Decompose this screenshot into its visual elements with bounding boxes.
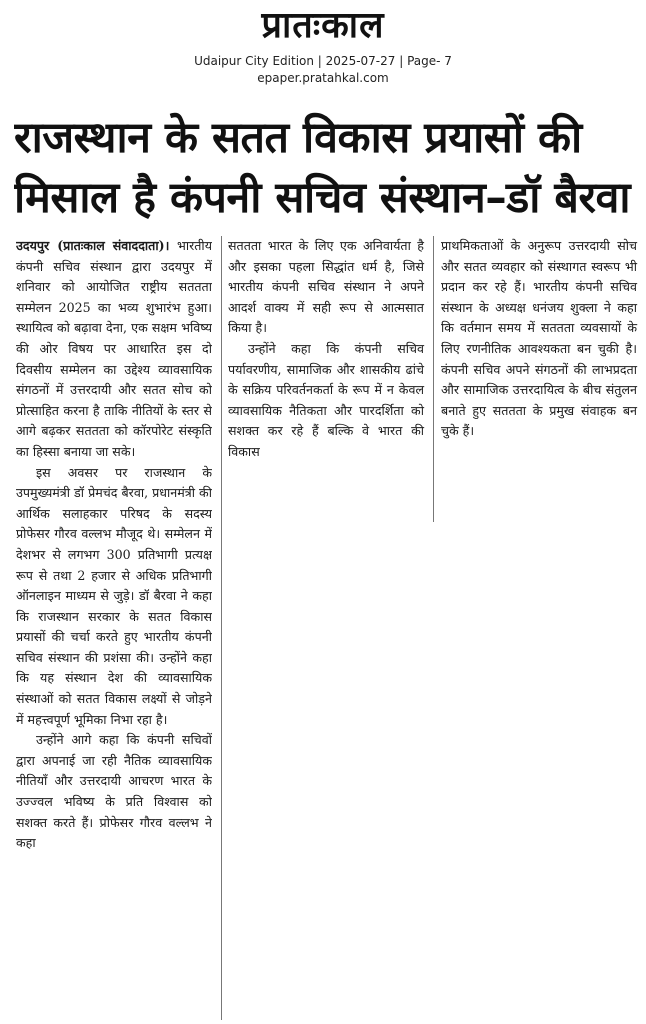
website-url: epaper.pratahkal.com (257, 71, 389, 85)
masthead (0, 0, 646, 96)
paragraph: इस अवसर पर राजस्थान के उपमुख्यमंत्री डॉ प्रेमचंद बैरवा, प्रधानमंत्री की आर्थिक सलाहकार परिषद के सदस्य प्रोफेसर गौरव वल्लभ मौजूद थे। सम्मेलन में देशभर से लगभग 300 प्रतिभागी प्रत्यक्ष रूप से तथा 2 हजार से अधिक प्रतिभागी ऑनलाइन माध्यम से जुड़े। डॉ बैरवा ने कहा कि राजस्थान सरकार के सतत विकास प्रयासों की चर्चा करते हुए भारतीय कंपनी सचिव संस्थान की प्रशंसा की। उन्होंने कहा कि यह संस्थान देश की व्यावसायिक संस्थाओं को सतत विकास लक्ष्यों से जोड़ने में महत्त्वपूर्ण भूमिका निभा रहा है। (16, 464, 212, 727)
edition-info: Udaipur City Edition | 2025-07-27 | Page- 7 (194, 54, 452, 68)
headline-line-2: मिसाल है कंपनी सचिव संस्थान–डॉ बैरवा (14, 173, 631, 223)
paragraph: सततता भारत के लिए एक अनिवार्यता है और इसका पहला सिद्धांत धर्म है, जिसे भारतीय कंपनी सचिव संस्थान ने अपने आदर्श वाक्य में सही रूप से आत्मसात किया है। (228, 238, 424, 336)
column-divider (433, 236, 434, 522)
article-column-2 (228, 236, 424, 463)
paragraph: प्राथमिकताओं के अनुरूप उत्तरदायी सोच और सतत व्यवहार को संस्थागत स्वरूप भी प्रदान कर रहे हैं। भारतीय कंपनी सचिव संस्थान के अध्यक्ष धनंजय शुक्ला ने कहा कि वर्तमान समय में सततता व्यवसायों के लिए रणनीतिक आवश्यकता बन चुकी है। कंपनी सचिव अपने संगठनों की लाभप्रदता और सामाजिक उत्तरदायित्व के बीच संतुलन बनाते हुए सततता के प्रमुख संवाहक बन चुके हैं। (441, 238, 637, 439)
paragraph-text: भारतीय कंपनी सचिव संस्थान द्वारा उदयपुर में शनिवार को आयोजित राष्ट्रीय सततता सम्मेलन 2025 का भव्य शुभारंभ हुआ। स्थायित्व को बढ़ावा देना, एक सक्षम भविष्य की ओर विषय पर आधारित इस दो दिवसीय सम्मेलन का उद्देश्य व्यावसायिक संगठनों में उत्तरदायी और सतत सोच को प्रोत्साहित करना है ताकि नीतियों के स्तर से आगे बढ़कर सततता को कॉरपोरेट संस्कृति का हिस्सा बनाया जा सके। (16, 238, 212, 459)
paragraph (16, 236, 212, 463)
dateline: उदयपुर (प्रातःकाल संवाददाता)। (16, 238, 170, 253)
column-divider (221, 236, 222, 1020)
article-headline (14, 108, 638, 228)
article-column-3 (441, 236, 637, 442)
paragraph: उन्होंने कहा कि कंपनी सचिव पर्यावरणीय, सामाजिक और शासकीय ढांचे के सक्रिय परिवर्तनकर्ता के रूप में न केवल व्यावसायिक नैतिकता और पारदर्शिता को सशक्त कर रहे हैं बल्कि वे भारत की विकास (228, 340, 424, 459)
paragraph: उन्होंने आगे कहा कि कंपनी सचिवों द्वारा अपनाई जा रही नैतिक व्यावसायिक नीतियाँ और उत्तरदायी आचरण भारत के उज्ज्वल भविष्य के प्रति विश्वास को सशक्त करते हैं। प्रोफेसर गौरव वल्लभ ने कहा (16, 732, 212, 851)
newspaper-logo: प्रातःकाल (261, 5, 385, 46)
headline-line-1: राजस्थान के सतत विकास प्रयासों की (14, 113, 582, 163)
article-column-1 (16, 236, 212, 1020)
